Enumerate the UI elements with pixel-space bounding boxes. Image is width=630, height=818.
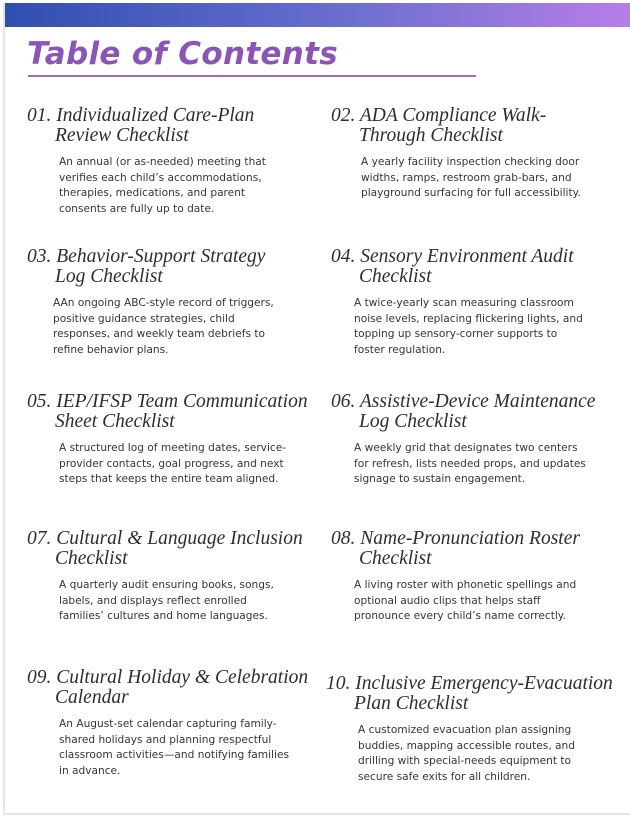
bottom-border [3, 813, 630, 815]
entry-description: A customized evacuation plan assigning buddies, mapping accessible routes, and drilling with special-needs equipment to secure safe exits for all children. [358, 724, 575, 783]
entry-heading: 06. Assistive-Device Maintenance Log Checklist [331, 391, 596, 432]
entry-heading: 07. Cultural & Language Inclusion Checklist [27, 528, 303, 569]
toc-entry-05 [27, 392, 317, 488]
entry-description: A weekly grid that designates two centers for refresh, lists needed props, and updates signage to sustain engagement. [354, 442, 586, 485]
toc-entry-10 [326, 674, 616, 785]
toc-entry-07 [27, 529, 307, 625]
entry-heading: 02. ADA Compliance Walk-Through Checklist [331, 105, 547, 146]
entry-description: AAn ongoing ABC-style record of triggers, positive guidance strategies, child responses, and weekly team debriefs to refine behavior plans. [53, 297, 274, 356]
entry-heading: 01. Individualized Care-Plan Review Checklist [27, 105, 255, 146]
toc-entry-06 [331, 392, 603, 488]
entry-description: A quarterly audit ensuring books, songs, labels, and displays reflect enrolled families’ cultures and home languages. [59, 579, 274, 622]
entry-heading: 09. Cultural Holiday & Celebration Calendar [27, 667, 309, 708]
page-title: Table of Contents [27, 36, 338, 72]
entry-heading: 04. Sensory Environment Audit Checklist [331, 246, 574, 287]
toc-entry-02 [331, 106, 581, 202]
toc-entry-03 [27, 247, 289, 358]
entry-description: An August-set calendar capturing family-shared holidays and planning respectful classroom activities—and notifying families in advance. [59, 718, 289, 777]
entry-heading: 03. Behavior-Support Strategy Log Checklist [27, 246, 266, 287]
left-border [3, 3, 5, 815]
toc-entry-01 [27, 106, 277, 217]
header-gradient-bar [5, 3, 630, 27]
entry-description: A living roster with phonetic spellings and optional audio clips that helps staff pronounce every child’s name correctly. [354, 579, 577, 622]
toc-entry-08 [331, 529, 593, 625]
entry-description: A structured log of meeting dates, service-provider contacts, goal progress, and next steps that keeps the entire team aligned. [59, 442, 287, 485]
entry-description: An annual (or as-needed) meeting that verifies each child’s accommodations, therapies, medications, and parent consents are fully up to date. [59, 156, 266, 215]
toc-entry-04 [331, 247, 593, 358]
entry-description: A twice-yearly scan measuring classroom noise levels, replacing flickering lights, and topping up sensory-corner supports to foster regulation. [354, 297, 583, 356]
title-underline [28, 75, 476, 77]
entry-heading: 10. Inclusive Emergency-Evacuation Plan Checklist [326, 673, 613, 714]
entry-heading: 08. Name-Pronunciation Roster Checklist [331, 528, 580, 569]
toc-entry-09 [27, 668, 317, 779]
entry-heading: 05. IEP/IFSP Team Communication Sheet Checklist [27, 391, 308, 432]
entry-description: A yearly facility inspection checking door widths, ramps, restroom grab-bars, and playground surfacing for full accessibility. [361, 156, 581, 199]
